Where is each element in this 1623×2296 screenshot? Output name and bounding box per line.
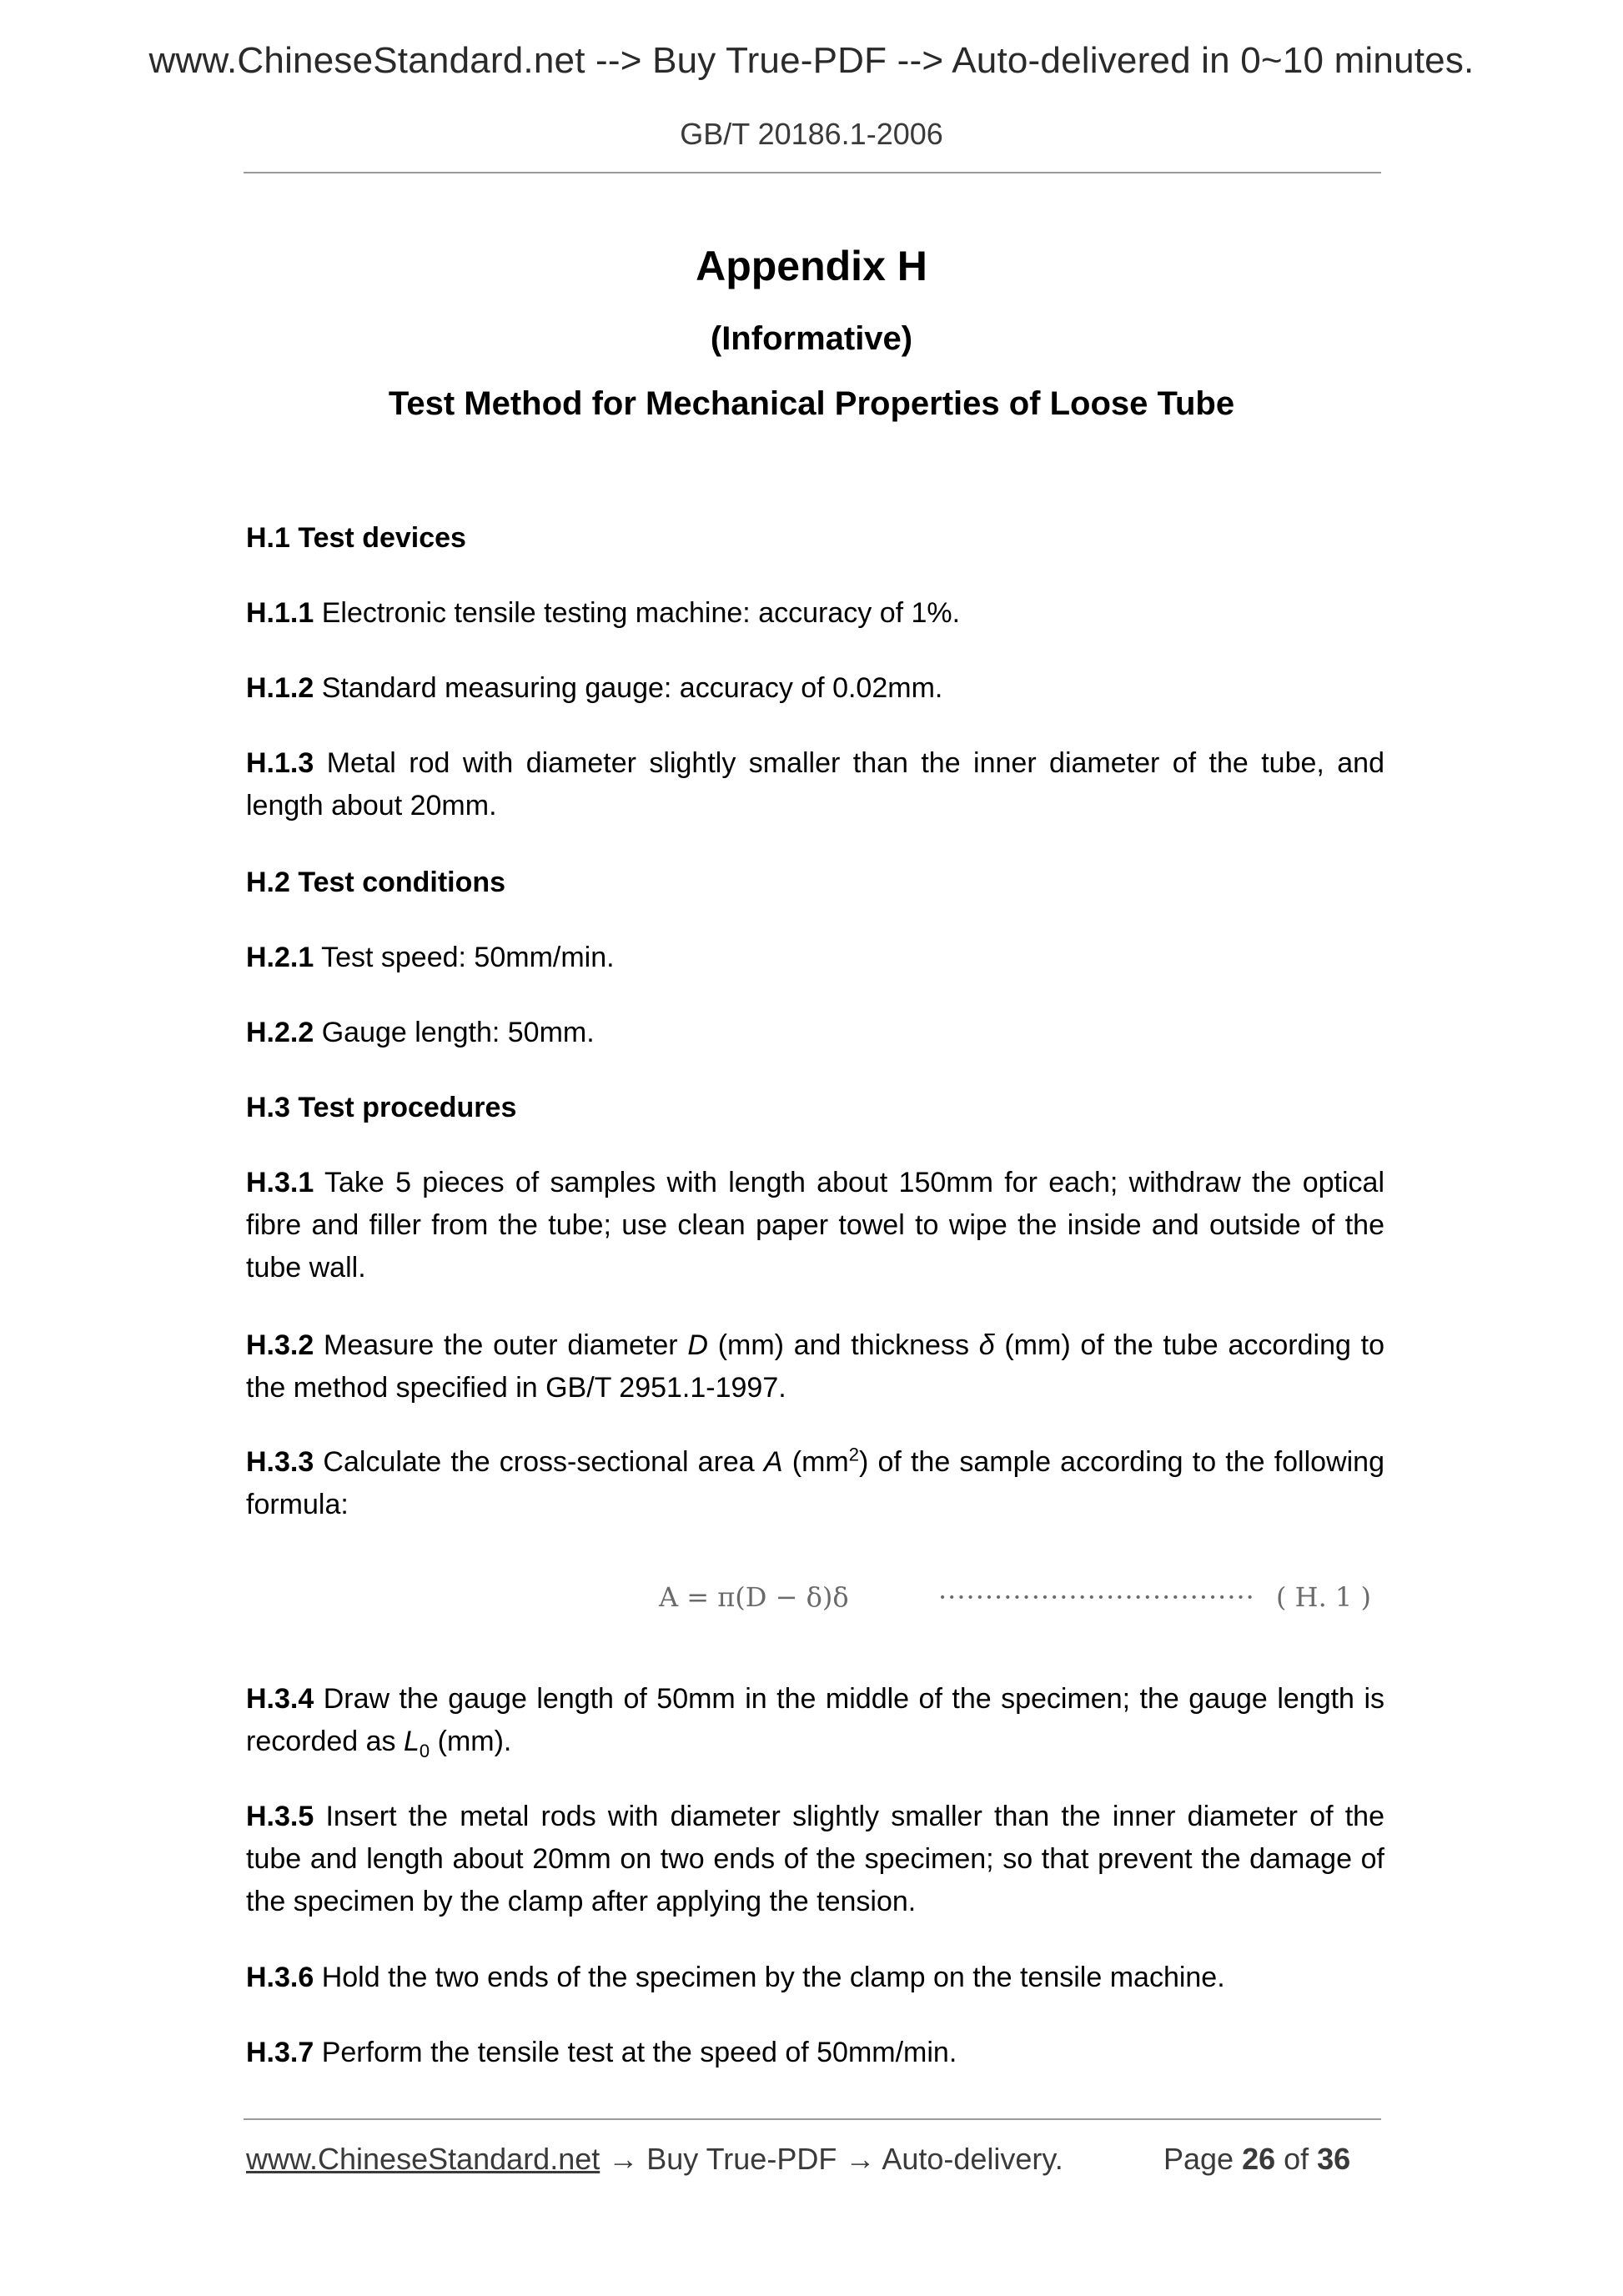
appendix-subtitle: (Informative) — [710, 320, 913, 357]
clause-text: Perform the tensile test at the speed of 50mm/min. — [314, 2037, 957, 2068]
clause-text: Take 5 pieces of samples with length about 150mm for each; withdraw the optical fibre and filler from the tube; use clean paper towel to wipe the inside and outside of the tube wall. — [246, 1167, 1384, 1284]
variable-delta: δ — [978, 1329, 995, 1361]
clause-h3-6 — [246, 1957, 1384, 1999]
variable-d: D — [687, 1329, 708, 1361]
clause-text: Gauge length: 50mm. — [314, 1017, 595, 1048]
clause-text: Insert the metal rods with diameter slightly smaller than the inner diameter of the tube and length about 20mm on two ends of the specimen; so that prevent the damage of the specimen by the clamp after applying the tension. — [246, 1801, 1384, 1917]
header-divider — [244, 172, 1381, 173]
standard-number: GB/T 20186.1-2006 — [680, 117, 943, 151]
footer-divider — [244, 2118, 1381, 2120]
page-indicator — [1163, 2142, 1350, 2177]
clause-text: Standard measuring gauge: accuracy of 0.02mm. — [314, 672, 943, 704]
clause-label: H.1.2 — [246, 672, 314, 704]
clause-label: H.3.1 — [246, 1167, 314, 1198]
clause-label: H.2.1 — [246, 942, 314, 973]
page-total: 36 — [1317, 2142, 1351, 2176]
footer-promo — [246, 2142, 1063, 2177]
clause-h3-4 — [246, 1678, 1384, 1763]
clause-text: (mm). — [430, 1726, 512, 1757]
appendix-title: Appendix H — [696, 243, 927, 289]
clause-text: Metal rod with diameter slightly smaller than the inner diameter of the tube, and length about 20mm. — [246, 747, 1384, 821]
clause-text: Calculate the cross-sectional area — [314, 1446, 764, 1478]
clause-label: H.3.7 — [246, 2037, 314, 2068]
formula-number: ( H. 1 ) — [1276, 1581, 1371, 1613]
formula-leader-dots: ·································· — [938, 1581, 1255, 1613]
superscript-2: 2 — [848, 1444, 859, 1465]
clause-text: (mm — [782, 1446, 849, 1478]
site-link[interactable]: www.ChineseStandard.net — [246, 2142, 600, 2176]
clause-text: Test speed: 50mm/min. — [314, 942, 615, 973]
footer-promo-text: → Buy True-PDF → Auto-delivery. — [600, 2142, 1063, 2176]
formula-h1 — [0, 1576, 1623, 1626]
section-heading-h2: H.2 Test conditions — [246, 867, 506, 898]
clause-h3-7 — [246, 2032, 1384, 2074]
clause-label: H.3.4 — [246, 1683, 314, 1715]
clause-h3-5 — [246, 1796, 1384, 1923]
variable-a: A — [763, 1446, 783, 1478]
clause-label: H.1.1 — [246, 597, 314, 629]
clause-text: Measure the outer diameter — [314, 1329, 688, 1361]
page-current: 26 — [1242, 2142, 1276, 2176]
clause-h2-2 — [246, 1012, 1384, 1054]
appendix-heading: Test Method for Mechanical Properties of Loose Tube — [388, 385, 1235, 422]
clause-label: H.2.2 — [246, 1017, 314, 1048]
site-banner: www.ChineseStandard.net --> Buy True-PDF --> Auto-delivered in 0~10 minutes. — [148, 40, 1475, 81]
clause-h3-1 — [246, 1162, 1384, 1289]
clause-label: H.3.5 — [246, 1801, 314, 1832]
clause-text: ) of the sample according to the following formula: — [246, 1446, 1384, 1520]
clause-label: H.3.2 — [246, 1329, 314, 1361]
clause-label: H.1.3 — [246, 747, 314, 779]
page-of: of — [1275, 2142, 1318, 2176]
clause-label: H.3.3 — [246, 1446, 314, 1478]
clause-label: H.3.6 — [246, 1962, 314, 1993]
variable-l: L — [404, 1726, 420, 1757]
formula-expression: A = π(D − δ)δ — [659, 1581, 849, 1613]
section-heading-h3: H.3 Test procedures — [246, 1092, 517, 1123]
clause-text: (mm) and thickness — [707, 1329, 979, 1361]
section-heading-h1: H.1 Test devices — [246, 522, 466, 554]
subscript-0: 0 — [419, 1740, 430, 1761]
clause-text: Electronic tensile testing machine: accuracy of 1%. — [314, 597, 961, 629]
clause-h1-1 — [246, 592, 1384, 635]
page-word: Page — [1163, 2142, 1243, 2176]
clause-text: Draw the gauge length of 50mm in the middle of the specimen; the gauge length is recorded as — [246, 1683, 1384, 1757]
clause-h2-1 — [246, 937, 1384, 979]
clause-h1-2 — [246, 667, 1384, 710]
clause-h1-3 — [246, 742, 1384, 827]
clause-h3-3 — [246, 1441, 1384, 1526]
clause-h3-2 — [246, 1324, 1384, 1409]
clause-text: (mm) of the tube according to the method specified in GB/T 2951.1-1997. — [246, 1329, 1384, 1404]
clause-text: Hold the two ends of the specimen by the clamp on the tensile machine. — [314, 1962, 1225, 1993]
